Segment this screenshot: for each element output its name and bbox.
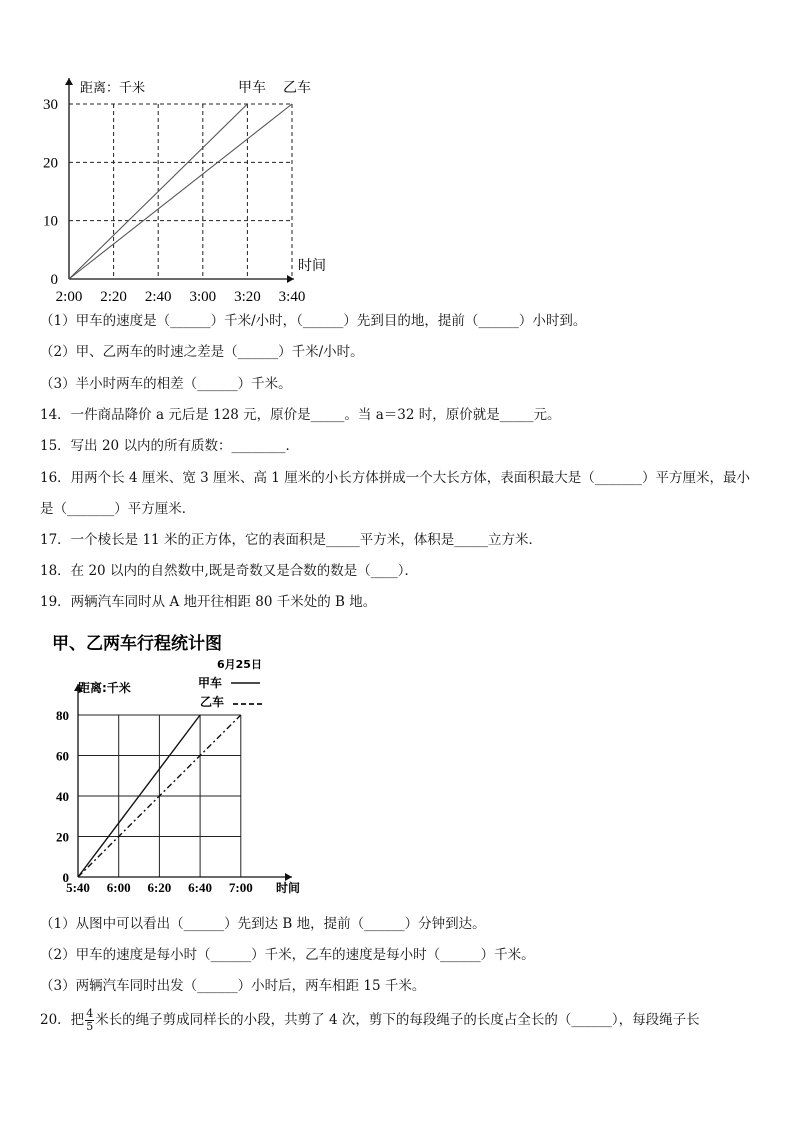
y-tick-label: 80 (56, 708, 69, 723)
q13-part3: （3）半小时两车的相差（______）千米。 (40, 376, 292, 392)
q19-part3: （3）两辆汽车同时出发（______）小时后，两车相距 15 千米。 (40, 978, 426, 994)
y-tick-label: 60 (56, 748, 69, 764)
y-tick-label: 0 (50, 272, 58, 288)
question-16-line1: 16．用两个长 4 厘米、宽 3 厘米、高 1 厘米的小长方体拼成一个大长方体，表面积最大是（_______）平方厘米，最小 (40, 470, 750, 486)
x-axis-arrow (285, 873, 292, 881)
legend-yi: 乙车 (200, 695, 225, 709)
x-axis-label: 时间 (276, 881, 301, 895)
fraction-denominator: 5 (86, 1020, 94, 1033)
x-tick-label: 6:40 (188, 880, 213, 895)
q20-prefix: 20．把 (40, 1012, 85, 1028)
y-tick-label: 40 (56, 789, 69, 804)
chart-title: 甲、乙两车行程统计图 (52, 634, 222, 654)
series-line-yi (69, 104, 292, 279)
x-tick-label: 3:40 (278, 289, 306, 305)
x-tick-label: 3:20 (234, 289, 261, 305)
y-axis-label: 距离：千米 (80, 80, 146, 95)
chart-date: 6月25日 (217, 658, 262, 671)
question-15: 15．写出 20 以内的所有质数：________． (40, 438, 299, 454)
y-axis-arrow (65, 78, 73, 85)
q13-part1: （1）甲车的速度是（______）千米/小时，（______）先到目的地，提前（______）小时到。 (40, 313, 587, 329)
legend-yi: 乙车 (283, 81, 311, 96)
q13-part2: （2）甲、乙两车的时速之差是（______）千米/小时。 (40, 344, 364, 360)
x-tick-label: 2:40 (144, 289, 172, 305)
q20-suffix: 米长的绳子剪成同样长的小段，共剪了 4 次，剪下的每段绳子的长度占全长的（______），每段绳子长 (95, 1012, 700, 1028)
x-tick-label: 2:00 (55, 289, 83, 305)
x-tick-label: 3:00 (189, 289, 217, 305)
question-17: 17．一个棱长是 11 米的正方体，它的表面积是_____平方米，体积是_____立方米． (40, 532, 542, 548)
q19-part2: （2）甲车的速度是每小时（______）千米，乙车的速度是每小时（______）千米。 (40, 947, 535, 963)
y-axis-label: 距离:千米 (78, 681, 131, 695)
y-tick-label: 30 (43, 97, 58, 113)
x-tick-label: 5:40 (66, 880, 90, 895)
x-tick-label: 2:20 (100, 289, 127, 305)
chart-distance-time-1 (30, 72, 350, 312)
legend-jia: 甲车 (238, 81, 266, 96)
x-tick-label: 6:20 (147, 880, 172, 895)
question-20 (40, 1008, 700, 1033)
question-18: 18．在 20 以内的自然数中,既是奇数又是合数的数是（____）． (40, 563, 418, 579)
question-14: 14．一件商品降价 a 元后是 128 元，原价是_____。当 a＝32 时，原价就是_____元。 (40, 407, 561, 423)
question-19: 19．两辆汽车同时从 A 地开往相距 80 千米处的 B 地。 (40, 594, 377, 610)
x-axis-label: 时间 (298, 259, 326, 274)
q19-part1: （1）从图中可以看出（______）先到达 B 地，提前（______）分钟到达。 (40, 916, 486, 932)
y-tick-label: 10 (43, 213, 58, 230)
y-tick-label: 20 (43, 155, 58, 172)
x-tick-label: 6:00 (106, 880, 131, 895)
y-tick-label: 0 (62, 870, 69, 885)
fraction-four-fifths (85, 1008, 94, 1033)
x-tick-label: 7:00 (228, 880, 253, 895)
chart-distance-time-2 (40, 628, 320, 898)
fraction-numerator: 4 (86, 1007, 94, 1020)
question-16-line2: 是（_______）平方厘米． (40, 501, 196, 517)
y-tick-label: 20 (56, 829, 69, 845)
x-axis-arrow (287, 275, 294, 283)
legend-jia: 甲车 (198, 676, 223, 690)
